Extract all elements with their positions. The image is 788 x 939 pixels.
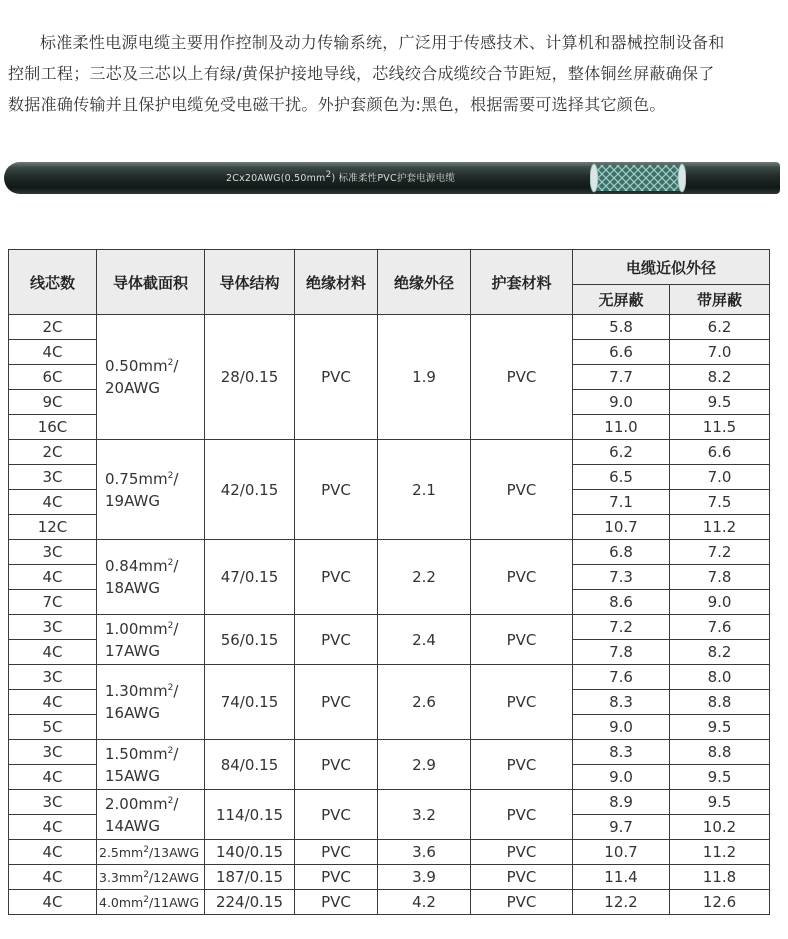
shielded-od-cell: 7.0	[670, 465, 770, 490]
structure-cell: 28/0.15	[205, 315, 295, 440]
unshielded-od-cell: 9.0	[573, 390, 670, 415]
unshielded-od-cell: 10.7	[573, 840, 670, 865]
cores-cell: 4C	[9, 865, 97, 890]
header-cable-od: 电缆近似外径	[573, 250, 770, 285]
insulation-material-cell: PVC	[295, 615, 378, 665]
unshielded-od-cell: 8.9	[573, 790, 670, 815]
area-sup: 2	[167, 795, 174, 806]
cores-cell: 3C	[9, 740, 97, 765]
area-sup: 2	[167, 558, 174, 568]
header-insulation-od: 绝缘外径	[378, 250, 471, 315]
table-row	[9, 790, 770, 815]
area-cell	[97, 790, 205, 840]
area-mm-value: 0.50mm	[105, 357, 168, 375]
area-mm	[105, 555, 204, 577]
cores-cell: 4C	[9, 640, 97, 665]
area-awg: 16AWG	[105, 704, 160, 722]
shielded-od-cell: 7.6	[670, 615, 770, 640]
area-mm-value: 0.75mm	[105, 469, 168, 488]
unshielded-od-cell: 10.7	[573, 515, 670, 540]
area-cell	[97, 665, 205, 740]
table-row	[9, 840, 770, 865]
sheath-material-cell: PVC	[471, 665, 573, 740]
sheath-material-cell: PVC	[471, 840, 573, 865]
area-mm	[105, 468, 204, 490]
area-sup: 2	[167, 745, 174, 756]
intro-line-3: 数据准确传输并且保护电缆免受电磁干扰。外护套颜色为:黑色，根据需要可选择其它颜色。	[8, 95, 666, 114]
shielded-od-cell: 7.5	[670, 490, 770, 515]
header-insulation-material: 绝缘材料	[295, 250, 378, 315]
area-cell	[97, 440, 205, 540]
area-tail: /13AWG	[148, 844, 199, 860]
area-mm-value: 4.0mm	[99, 894, 144, 910]
cores-cell: 4C	[9, 490, 97, 515]
intro-line-1: 标准柔性电源电缆主要用作控制及动力传输系统，广泛用于传感技术、计算机和器械控制设备和	[40, 33, 725, 52]
area-mm	[105, 618, 204, 640]
table-body	[9, 315, 770, 915]
area-awg: 20AWG	[105, 379, 160, 397]
insulation-od-cell: 2.6	[378, 665, 471, 740]
shielded-od-cell: 11.2	[670, 840, 770, 865]
area-mm-value: 1.00mm	[105, 619, 168, 638]
cores-cell: 4C	[9, 340, 97, 365]
area-mm	[105, 355, 204, 377]
area-mm-value: 1.50mm	[105, 744, 168, 763]
braided-shield-icon	[590, 162, 686, 194]
table-row	[9, 665, 770, 690]
cores-cell: 5C	[9, 715, 97, 740]
insulation-material-cell: PVC	[295, 665, 378, 740]
shielded-od-cell: 9.5	[670, 715, 770, 740]
structure-cell: 47/0.15	[205, 540, 295, 615]
insulation-material-cell: PVC	[295, 540, 378, 615]
structure-cell: 187/0.15	[205, 865, 295, 890]
insulation-material-cell: PVC	[295, 315, 378, 440]
cores-cell: 2C	[9, 315, 97, 340]
table-row	[9, 890, 770, 915]
header-shielded: 带屏蔽	[670, 285, 770, 315]
area-cell	[97, 740, 205, 790]
unshielded-od-cell: 8.6	[573, 590, 670, 615]
insulation-od-cell: 2.1	[378, 440, 471, 540]
cores-cell: 3C	[9, 465, 97, 490]
cable-spec-table	[8, 249, 770, 915]
shielded-od-cell: 9.5	[670, 765, 770, 790]
insulation-od-cell: 3.6	[378, 840, 471, 865]
sheath-material-cell: PVC	[471, 540, 573, 615]
insulation-od-cell: 2.4	[378, 615, 471, 665]
area-sup: 2	[167, 358, 174, 368]
table-row	[9, 615, 770, 640]
area-cell	[97, 865, 205, 890]
unshielded-od-cell: 9.7	[573, 815, 670, 840]
shielded-od-cell: 8.2	[670, 365, 770, 390]
shielded-od-cell: 8.0	[670, 665, 770, 690]
unshielded-od-cell: 6.5	[573, 465, 670, 490]
shielded-od-cell: 11.5	[670, 415, 770, 440]
sheath-material-cell: PVC	[471, 890, 573, 915]
area-tail: /	[173, 619, 179, 638]
shielded-od-cell: 7.8	[670, 565, 770, 590]
area-mm-value: 0.84mm	[105, 557, 168, 575]
area-cell	[97, 840, 205, 865]
shielded-od-cell: 9.0	[670, 590, 770, 615]
cores-cell: 4C	[9, 565, 97, 590]
structure-cell: 140/0.15	[205, 840, 295, 865]
unshielded-od-cell: 7.3	[573, 565, 670, 590]
area-cell	[97, 315, 205, 440]
intro-line-2: 控制工程；三芯及三芯以上有绿/黄保护接地导线，芯线绞合成缆绞合节距短，整体铜丝屏蔽确保了	[8, 64, 715, 83]
insulation-od-cell: 2.2	[378, 540, 471, 615]
unshielded-od-cell: 9.0	[573, 765, 670, 790]
area-cell	[97, 615, 205, 665]
structure-cell: 224/0.15	[205, 890, 295, 915]
area-awg: 18AWG	[105, 579, 160, 597]
shielded-od-cell: 6.6	[670, 440, 770, 465]
unshielded-od-cell: 6.6	[573, 340, 670, 365]
area-sup: 2	[143, 894, 149, 905]
area-awg: 19AWG	[105, 491, 160, 510]
table-row	[9, 315, 770, 340]
area-awg: 17AWG	[105, 641, 160, 660]
table-row	[9, 440, 770, 465]
area-tail: /	[173, 682, 179, 700]
insulation-od-cell: 3.9	[378, 865, 471, 890]
unshielded-od-cell: 6.8	[573, 540, 670, 565]
area-sup: 2	[143, 844, 149, 855]
cores-cell: 4C	[9, 840, 97, 865]
area-tail: /	[173, 469, 179, 488]
area-sup: 2	[167, 620, 174, 631]
cores-cell: 3C	[9, 615, 97, 640]
header-unshielded: 无屏蔽	[573, 285, 670, 315]
area-awg: 14AWG	[105, 816, 160, 835]
shielded-od-cell: 9.5	[670, 790, 770, 815]
area-tail: /11AWG	[148, 894, 199, 910]
area-sup: 2	[143, 869, 149, 880]
shielded-od-cell: 8.8	[670, 690, 770, 715]
cores-cell: 9C	[9, 390, 97, 415]
insulation-material-cell: PVC	[295, 790, 378, 840]
cores-cell: 4C	[9, 765, 97, 790]
unshielded-od-cell: 11.4	[573, 865, 670, 890]
area-mm	[105, 793, 204, 815]
unshielded-od-cell: 12.2	[573, 890, 670, 915]
area-mm	[105, 680, 204, 702]
shielded-od-cell: 10.2	[670, 815, 770, 840]
sheath-material-cell: PVC	[471, 865, 573, 890]
unshielded-od-cell: 9.0	[573, 715, 670, 740]
cores-cell: 16C	[9, 415, 97, 440]
cores-cell: 12C	[9, 515, 97, 540]
cores-cell: 3C	[9, 665, 97, 690]
area-awg: 15AWG	[105, 766, 160, 785]
sheath-material-cell: PVC	[471, 740, 573, 790]
unshielded-od-cell: 5.8	[573, 315, 670, 340]
unshielded-od-cell: 8.3	[573, 740, 670, 765]
cable-illustration	[4, 158, 782, 202]
shielded-od-cell: 6.2	[670, 315, 770, 340]
unshielded-od-cell: 6.2	[573, 440, 670, 465]
table-row	[9, 540, 770, 565]
insulation-material-cell: PVC	[295, 740, 378, 790]
cores-cell: 4C	[9, 815, 97, 840]
area-tail: /	[173, 357, 179, 375]
shielded-od-cell: 9.5	[670, 390, 770, 415]
table-row	[9, 865, 770, 890]
insulation-od-cell: 1.9	[378, 315, 471, 440]
area-cell	[97, 540, 205, 615]
insulation-material-cell: PVC	[295, 865, 378, 890]
header-area: 导体截面积	[97, 250, 205, 315]
sheath-material-cell: PVC	[471, 790, 573, 840]
structure-cell: 84/0.15	[205, 740, 295, 790]
shielded-od-cell: 8.8	[670, 740, 770, 765]
area-tail: /	[173, 794, 179, 813]
area-tail: /	[173, 744, 179, 763]
area-mm-value: 1.30mm	[105, 682, 168, 700]
area-mm-value: 2.00mm	[105, 794, 168, 813]
unshielded-od-cell: 8.3	[573, 690, 670, 715]
cores-cell: 2C	[9, 440, 97, 465]
cores-cell: 3C	[9, 540, 97, 565]
header-structure: 导体结构	[205, 250, 295, 315]
insulation-material-cell: PVC	[295, 840, 378, 865]
unshielded-od-cell: 7.7	[573, 365, 670, 390]
structure-cell: 56/0.15	[205, 615, 295, 665]
unshielded-od-cell: 7.6	[573, 665, 670, 690]
cores-cell: 4C	[9, 690, 97, 715]
insulation-material-cell: PVC	[295, 440, 378, 540]
insulation-od-cell: 4.2	[378, 890, 471, 915]
shielded-od-cell: 11.2	[670, 515, 770, 540]
shielded-od-cell: 11.8	[670, 865, 770, 890]
structure-cell: 42/0.15	[205, 440, 295, 540]
insulation-material-cell: PVC	[295, 890, 378, 915]
cores-cell: 7C	[9, 590, 97, 615]
sheath-material-cell: PVC	[471, 440, 573, 540]
shielded-od-cell: 8.2	[670, 640, 770, 665]
cores-cell: 4C	[9, 890, 97, 915]
area-mm-value: 3.3mm	[99, 869, 144, 885]
table-row	[9, 740, 770, 765]
intro-paragraph	[8, 27, 783, 120]
structure-cell: 74/0.15	[205, 665, 295, 740]
structure-cell: 114/0.15	[205, 790, 295, 840]
cores-cell: 3C	[9, 790, 97, 815]
insulation-od-cell: 3.2	[378, 790, 471, 840]
header-sheath-material: 护套材料	[471, 250, 573, 315]
unshielded-od-cell: 11.0	[573, 415, 670, 440]
unshielded-od-cell: 7.8	[573, 640, 670, 665]
header-cores: 线芯数	[9, 250, 97, 315]
area-mm-value: 2.5mm	[99, 844, 144, 860]
insulation-od-cell: 2.9	[378, 740, 471, 790]
area-sup: 2	[167, 470, 174, 481]
shielded-od-cell: 12.6	[670, 890, 770, 915]
area-mm	[105, 743, 204, 765]
area-sup: 2	[167, 683, 174, 693]
area-tail: /12AWG	[148, 869, 199, 885]
shielded-od-cell: 7.2	[670, 540, 770, 565]
unshielded-od-cell: 7.2	[573, 615, 670, 640]
unshielded-od-cell: 7.1	[573, 490, 670, 515]
area-cell	[97, 890, 205, 915]
sheath-material-cell: PVC	[471, 615, 573, 665]
shielded-od-cell: 7.0	[670, 340, 770, 365]
area-tail: /	[173, 557, 179, 575]
cable-label: $2Cx20AWG(0.50mm^2)$ 标准柔性PVC护套电源电缆	[226, 169, 456, 184]
sheath-material-cell: PVC	[471, 315, 573, 440]
cores-cell: 6C	[9, 365, 97, 390]
